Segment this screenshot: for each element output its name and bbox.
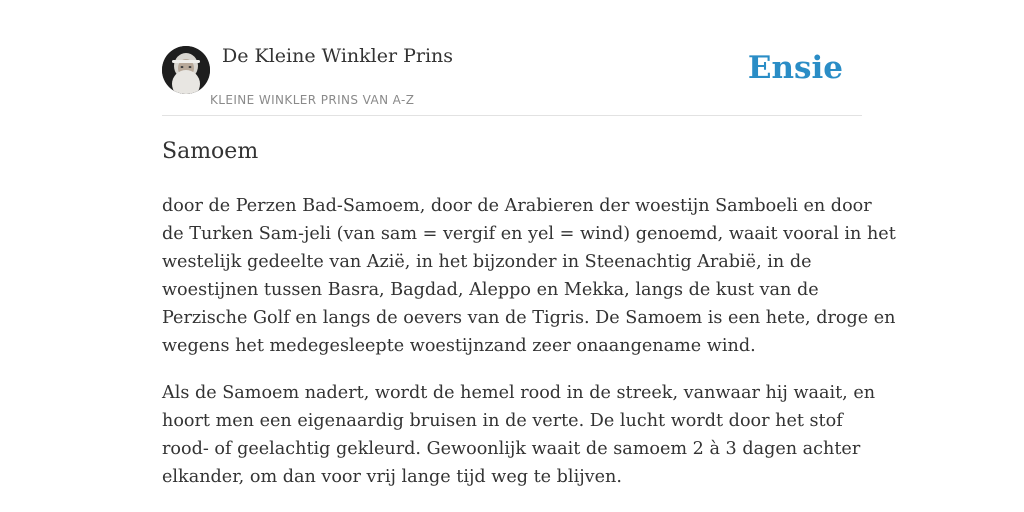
ensie-logo[interactable]: Ensie	[747, 50, 843, 86]
header-divider	[162, 115, 862, 116]
paragraph-line: rood- of geelachtig gekleurd. Gewoonlijk waait de samoem 2 à 3 dagen achter	[162, 439, 861, 459]
entry-title: Samoem	[162, 139, 259, 164]
paragraph-line: elkander, om dan voor vrij lange tijd weg te blijven.	[162, 467, 622, 487]
paragraph-line: wegens het medegesleepte woestijnzand zeer onaangename wind.	[162, 336, 756, 356]
paragraph-line: door de Perzen Bad-Samoem, door de Arabieren der woestijn Samboeli en door	[162, 196, 872, 216]
source-subtitle: KLEINE WINKLER PRINS VAN A-Z	[210, 93, 415, 107]
author-name-link[interactable]: De Kleine Winkler Prins	[222, 45, 454, 67]
entry-paragraph-1	[162, 192, 896, 360]
paragraph-line: westelijk gedeelte van Azië, in het bijzonder in Steenachtig Arabië, in de	[162, 252, 812, 272]
author-avatar[interactable]	[162, 46, 210, 94]
avatar-portrait-icon	[162, 46, 210, 94]
paragraph-line: de Turken Sam-jeli (van sam = vergif en yel = wind) genoemd, waait vooral in het	[162, 224, 896, 244]
paragraph-line: Als de Samoem nadert, wordt de hemel rood in de streek, vanwaar hij waait, en	[162, 383, 876, 403]
paragraph-line: woestijnen tussen Basra, Bagdad, Aleppo en Mekka, langs de kust van de	[162, 280, 819, 300]
paragraph-line: Perzische Golf en langs de oevers van de Tigris. De Samoem is een hete, droge en	[162, 308, 896, 328]
paragraph-line: hoort men een eigenaardig bruisen in de verte. De lucht wordt door het stof	[162, 411, 843, 431]
entry-paragraph-2	[162, 379, 876, 491]
